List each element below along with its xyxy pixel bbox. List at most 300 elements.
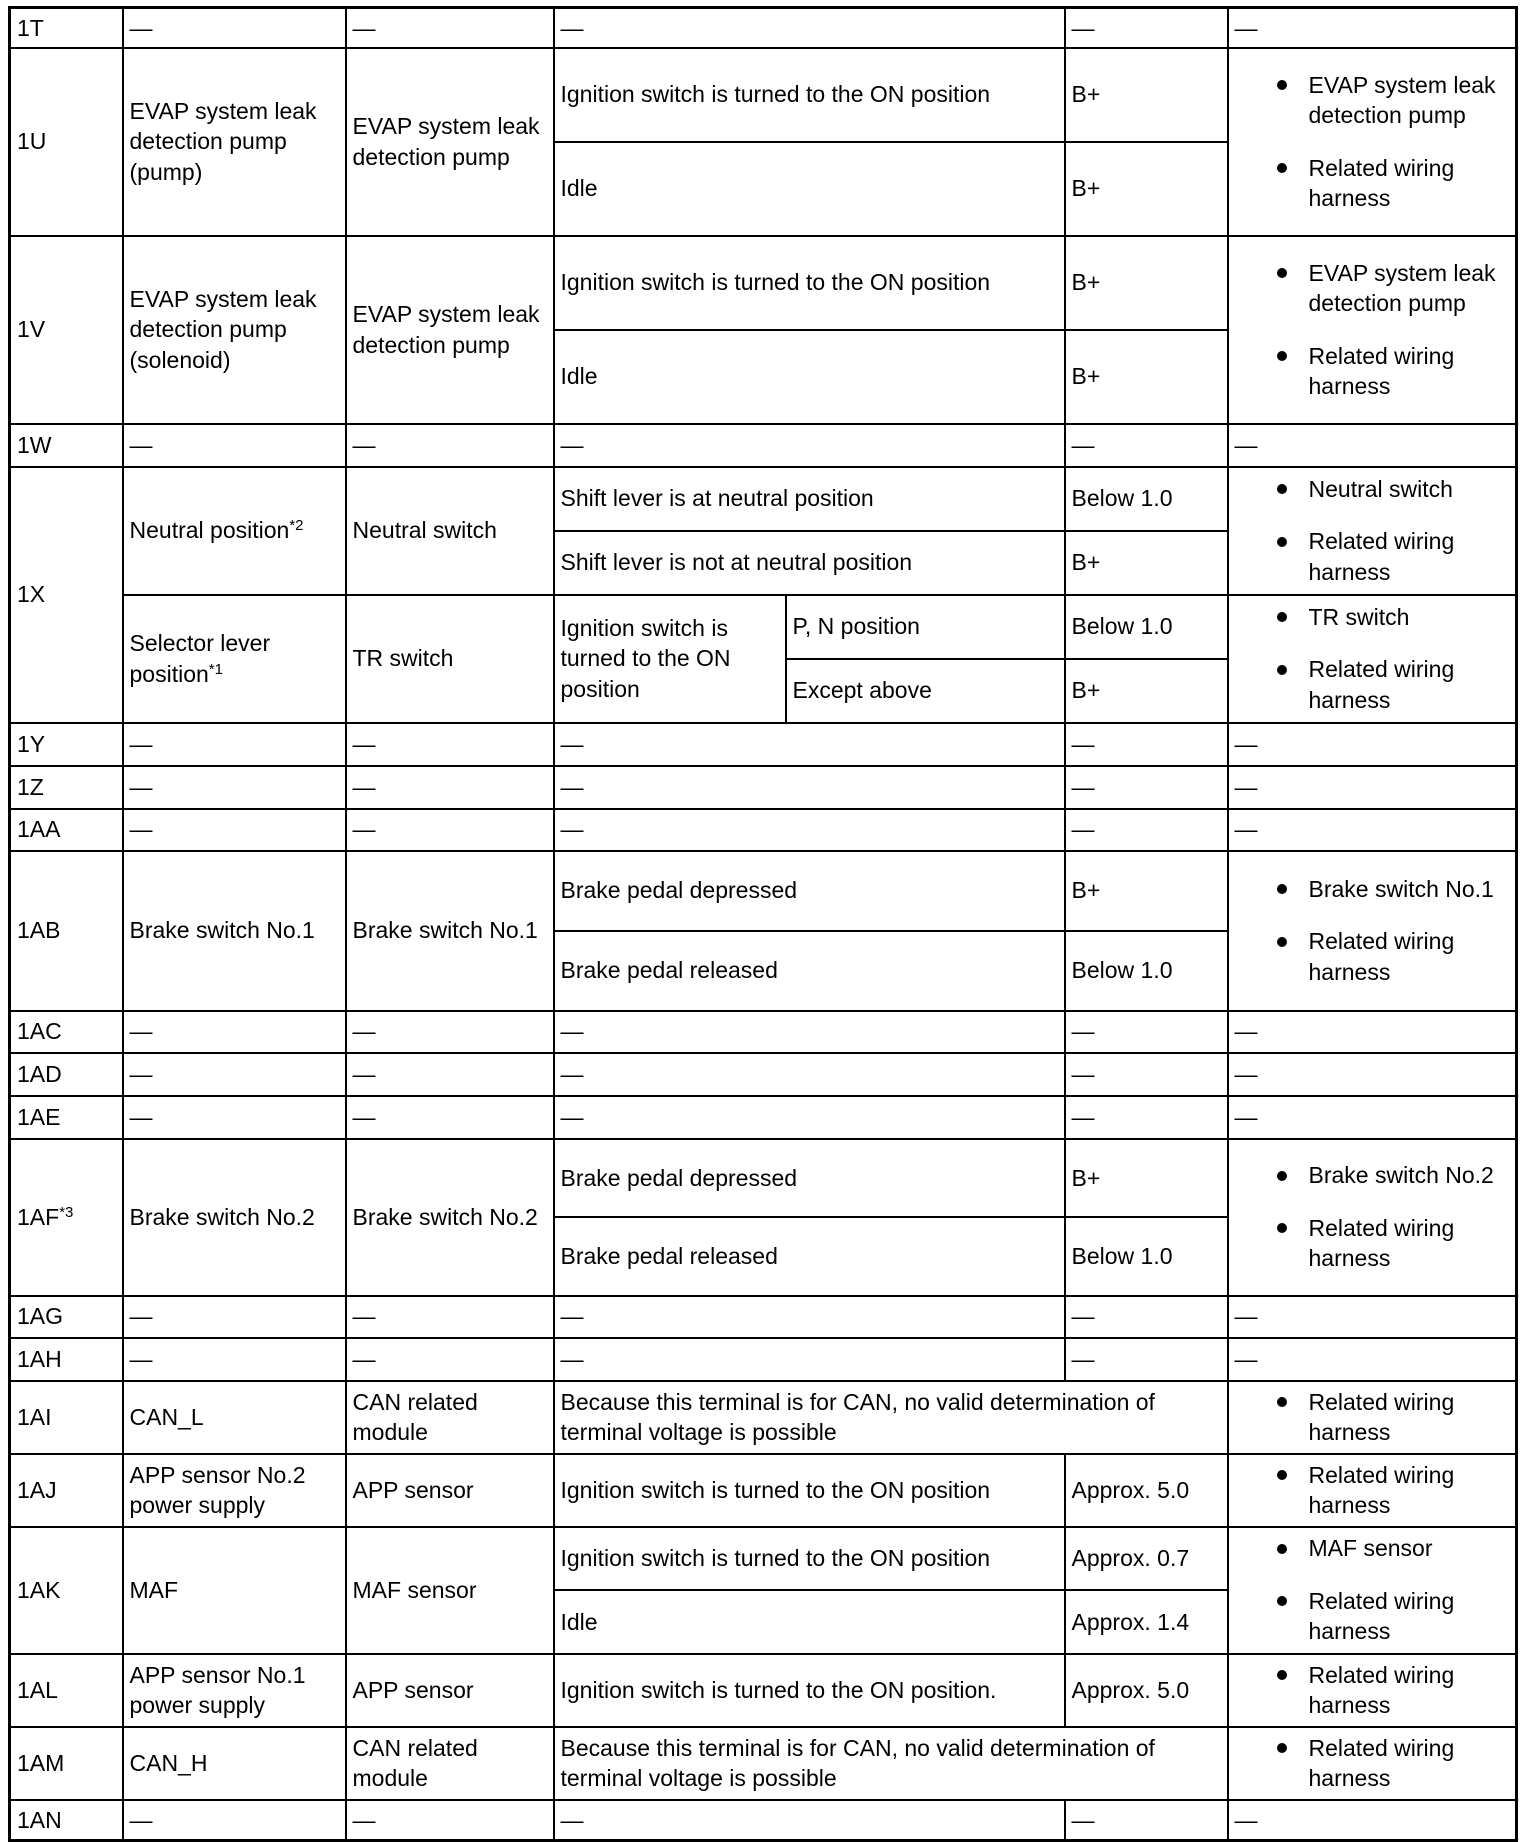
- connected-to-cell: [346, 809, 554, 851]
- inspection-cell: [1228, 766, 1517, 809]
- connected-to: Neutral switch: [352, 517, 497, 544]
- connected-to-cell: [346, 1727, 554, 1800]
- condition-text: —: [560, 14, 584, 41]
- voltage-cell: [1065, 48, 1228, 142]
- condition-cell: [554, 48, 1065, 142]
- inspection-cell: [1228, 1727, 1517, 1800]
- condition-text: Ignition switch is turned to the ON position: [560, 269, 991, 296]
- signal-name: APP sensor No.2 power supply: [129, 1461, 306, 1518]
- inspection-list: [1229, 66, 1516, 217]
- inspection-item: [1229, 1383, 1516, 1452]
- table-row: [10, 851, 1517, 931]
- inspection-cell: [1228, 1296, 1517, 1338]
- terminal-id: 1AE: [17, 1103, 61, 1130]
- bullet-icon: [1277, 1171, 1287, 1181]
- signal-name: Neutral position: [129, 517, 290, 544]
- table-row: [10, 595, 1517, 659]
- inspection-item-text: Related wiring harness: [1308, 928, 1455, 985]
- connected-to: —: [352, 1103, 376, 1130]
- terminal-id: 1X: [17, 581, 46, 608]
- inspection-cell: [1228, 1454, 1517, 1527]
- voltage-cell: [1065, 1800, 1228, 1841]
- condition-text: —: [560, 730, 584, 757]
- voltage-value: —: [1071, 1806, 1095, 1833]
- table-row: [10, 1527, 1517, 1591]
- voltage-value: B+: [1071, 363, 1101, 390]
- inspection-dash: —: [1234, 431, 1258, 458]
- terminal-id: 1AD: [17, 1060, 62, 1087]
- signal-name: Selector lever position: [129, 630, 271, 687]
- voltage-cell: [1065, 1527, 1228, 1591]
- voltage-cell: [1065, 467, 1228, 531]
- inspection-item: [1229, 337, 1516, 406]
- terminal-cell: [10, 1454, 123, 1527]
- signal-name: APP sensor No.1 power supply: [129, 1661, 306, 1718]
- inspection-item-text: Related wiring harness: [1308, 1661, 1455, 1718]
- signal-cell: [123, 1454, 346, 1527]
- signal-name: —: [129, 431, 153, 458]
- condition-cell: [554, 330, 1065, 424]
- table-row: [10, 8, 1517, 48]
- condition-text: —: [560, 816, 584, 843]
- signal-cell: [123, 1053, 346, 1096]
- inspection-item-text: Neutral switch: [1308, 475, 1453, 502]
- connected-to-cell: [346, 467, 554, 595]
- inspection-dash: —: [1234, 14, 1258, 41]
- connected-to: CAN related module: [352, 1388, 478, 1445]
- voltage-cell: [1065, 142, 1228, 236]
- terminal-id: 1Y: [17, 730, 46, 757]
- signal-cell: [123, 1527, 346, 1654]
- condition-cell: [554, 467, 1065, 531]
- measurement-note: Because this terminal is for CAN, no valid determination of terminal voltage is possible: [560, 1388, 1155, 1445]
- inspection-dash: —: [1234, 1303, 1258, 1330]
- inspection-item: [1229, 1529, 1516, 1567]
- signal-name: —: [129, 1018, 153, 1045]
- condition-cell: [554, 424, 1065, 467]
- inspection-item: [1229, 870, 1516, 908]
- voltage-value: B+: [1071, 269, 1101, 296]
- table-row: [10, 1338, 1517, 1381]
- connected-to: —: [352, 773, 376, 800]
- inspection-item: [1229, 922, 1516, 991]
- condition-text: —: [560, 1060, 584, 1087]
- voltage-cell: [1065, 1096, 1228, 1139]
- bullet-icon: [1277, 1670, 1287, 1680]
- voltage-value: —: [1071, 816, 1095, 843]
- connected-to-cell: [346, 1011, 554, 1053]
- voltage-value: —: [1071, 730, 1095, 757]
- voltage-cell: [1065, 1139, 1228, 1218]
- terminal-id: 1AK: [17, 1576, 61, 1603]
- inspection-item-text: Related wiring harness: [1308, 1388, 1455, 1445]
- inspection-item-text: Related wiring harness: [1308, 656, 1455, 713]
- condition-text: Ignition switch is turned to the ON position.: [560, 1676, 997, 1703]
- voltage-value: Approx. 5.0: [1071, 1676, 1190, 1703]
- table-body: [10, 8, 1517, 1841]
- table-row: [10, 1139, 1517, 1218]
- voltage-cell: [1065, 595, 1228, 659]
- bullet-icon: [1277, 937, 1287, 947]
- connected-to: APP sensor: [352, 1476, 474, 1503]
- condition-text: —: [560, 1806, 584, 1833]
- voltage-value: —: [1071, 773, 1095, 800]
- condition-text: Brake pedal depressed: [560, 1164, 798, 1191]
- inspection-item-text: Related wiring harness: [1308, 154, 1455, 211]
- inspection-dash: —: [1234, 1103, 1258, 1130]
- signal-cell: [123, 809, 346, 851]
- connected-to-cell: [346, 1296, 554, 1338]
- signal-name: CAN_L: [129, 1403, 204, 1430]
- terminal-id: 1AI: [17, 1403, 52, 1430]
- inspection-item: [1229, 1209, 1516, 1278]
- inspection-item: [1229, 650, 1516, 719]
- voltage-cell: [1065, 330, 1228, 424]
- voltage-value: —: [1071, 1103, 1095, 1130]
- terminal-id: 1AL: [17, 1676, 58, 1703]
- inspection-item: [1229, 598, 1516, 636]
- table-row: [10, 48, 1517, 142]
- condition-cell: [554, 809, 1065, 851]
- connected-to: MAF sensor: [352, 1576, 477, 1603]
- bullet-icon: [1277, 1223, 1287, 1233]
- terminal-id: 1AC: [17, 1018, 62, 1045]
- connected-to: EVAP system leak detection pump: [352, 113, 540, 170]
- table-row: [10, 1381, 1517, 1454]
- inspection-cell: [1228, 1096, 1517, 1139]
- inspection-cell: [1228, 809, 1517, 851]
- voltage-value: —: [1071, 1345, 1095, 1372]
- signal-cell: [123, 424, 346, 467]
- terminal-voltage-table-sheet: [8, 6, 1515, 1834]
- condition-text: Shift lever is not at neutral position: [560, 549, 913, 576]
- inspection-item-text: EVAP system leak detection pump: [1308, 71, 1496, 129]
- condition-cell: [786, 659, 1065, 723]
- condition-text: Idle: [560, 363, 598, 390]
- signal-name: EVAP system leak detection pump (pump): [129, 97, 317, 185]
- terminal-cell: [10, 809, 123, 851]
- condition-cell: [554, 1454, 1065, 1527]
- connected-to-cell: [346, 595, 554, 723]
- bullet-icon: [1277, 268, 1287, 278]
- bullet-icon: [1277, 163, 1287, 173]
- connected-to-cell: [346, 424, 554, 467]
- voltage-cell: [1065, 723, 1228, 766]
- table-row: [10, 1654, 1517, 1727]
- connected-to-cell: [346, 1381, 554, 1454]
- connected-to-cell: [346, 1454, 554, 1527]
- bullet-icon: [1277, 1743, 1287, 1753]
- voltage-value: Below 1.0: [1071, 1243, 1173, 1270]
- condition-cell: [554, 1053, 1065, 1096]
- table-row: [10, 1296, 1517, 1338]
- condition-cell: [554, 1590, 1065, 1654]
- signal-name: —: [129, 1345, 153, 1372]
- table-row: [10, 1454, 1517, 1527]
- connected-to-cell: [346, 236, 554, 424]
- condition-cell: [554, 1217, 1065, 1296]
- inspection-item-text: Related wiring harness: [1308, 1214, 1455, 1272]
- inspection-cell: [1228, 236, 1517, 424]
- signal-name: —: [129, 1060, 153, 1087]
- inspection-cell: [1228, 1139, 1517, 1296]
- connected-to-cell: [346, 1654, 554, 1727]
- voltage-value: Approx. 5.0: [1071, 1476, 1190, 1503]
- inspection-dash: —: [1234, 1018, 1258, 1045]
- terminal-id: 1AB: [17, 917, 61, 944]
- inspection-cell: [1228, 851, 1517, 1011]
- inspection-cell: [1228, 1011, 1517, 1053]
- inspection-dash: —: [1234, 816, 1258, 843]
- inspection-cell: [1228, 1654, 1517, 1727]
- condition-cell: [554, 931, 1065, 1011]
- bullet-icon: [1277, 884, 1287, 894]
- voltage-cell: [1065, 1338, 1228, 1381]
- terminal-cell: [10, 1296, 123, 1338]
- inspection-list: [1229, 1529, 1516, 1650]
- terminal-id: 1V: [17, 316, 46, 343]
- voltage-value: B+: [1071, 677, 1101, 704]
- voltage-cell: [1065, 1454, 1228, 1527]
- condition-cell: [786, 595, 1065, 659]
- table-row: [10, 1011, 1517, 1053]
- signal-cell: [123, 1096, 346, 1139]
- signal-cell: [123, 595, 346, 723]
- inspection-cell: [1228, 1053, 1517, 1096]
- condition-cell: [554, 1527, 1065, 1591]
- table-row: [10, 1096, 1517, 1139]
- terminal-cell: [10, 1727, 123, 1800]
- voltage-cell: [1065, 1590, 1228, 1654]
- voltage-value: Below 1.0: [1071, 485, 1173, 512]
- connected-to-cell: [346, 1800, 554, 1841]
- connected-to-cell: [346, 1053, 554, 1096]
- condition-text: Idle: [560, 1608, 598, 1635]
- signal-name: Brake switch No.2: [129, 1203, 315, 1230]
- inspection-list: [1229, 1656, 1516, 1725]
- voltage-cell: [1065, 659, 1228, 723]
- terminal-cell: [10, 1096, 123, 1139]
- inspection-item: [1229, 522, 1516, 591]
- inspection-item: [1229, 1582, 1516, 1651]
- inspection-item-text: Related wiring harness: [1308, 528, 1455, 585]
- terminal-id: 1AA: [17, 816, 61, 843]
- measurement-note-cell: [554, 1727, 1228, 1800]
- connected-to: Brake switch No.1: [352, 917, 538, 944]
- voltage-value: B+: [1071, 877, 1101, 904]
- voltage-value: B+: [1071, 549, 1101, 576]
- voltage-value: Approx. 0.7: [1071, 1545, 1190, 1572]
- signal-name-footnote: *1: [208, 660, 223, 678]
- measurement-note-cell: [554, 1381, 1228, 1454]
- voltage-value: B+: [1071, 1164, 1101, 1191]
- inspection-item-text: Related wiring harness: [1308, 1461, 1455, 1518]
- voltage-value: —: [1071, 1060, 1095, 1087]
- signal-name: —: [129, 773, 153, 800]
- inspection-item-text: TR switch: [1308, 603, 1410, 630]
- terminal-id: 1AG: [17, 1303, 64, 1330]
- terminal-id: 1T: [17, 14, 44, 41]
- table-row: [10, 467, 1517, 531]
- condition-cell: [554, 1011, 1065, 1053]
- connected-to-cell: [346, 8, 554, 48]
- inspection-item: [1229, 470, 1516, 508]
- inspection-cell: [1228, 467, 1517, 595]
- terminal-cell: [10, 48, 123, 236]
- signal-cell: [123, 1654, 346, 1727]
- inspection-dash: —: [1234, 1806, 1258, 1833]
- condition-cell: [554, 142, 1065, 236]
- table-row: [10, 1727, 1517, 1800]
- connected-to-cell: [346, 1338, 554, 1381]
- inspection-dash: —: [1234, 730, 1258, 757]
- connected-to: —: [352, 14, 376, 41]
- condition-text: Brake pedal released: [560, 1243, 778, 1270]
- condition-cell: [554, 236, 1065, 330]
- voltage-cell: [1065, 8, 1228, 48]
- bullet-icon: [1277, 537, 1287, 547]
- signal-name: EVAP system leak detection pump (solenoid): [129, 285, 317, 373]
- voltage-cell: [1065, 1654, 1228, 1727]
- terminal-id: 1AH: [17, 1345, 62, 1372]
- terminal-id: 1AM: [17, 1749, 65, 1776]
- inspection-cell: [1228, 595, 1517, 723]
- terminal-id: 1Z: [17, 773, 44, 800]
- inspection-cell: [1228, 1381, 1517, 1454]
- condition-cell: [554, 1338, 1065, 1381]
- connected-to: APP sensor: [352, 1676, 474, 1703]
- inspection-item-text: Brake switch No.1: [1308, 875, 1494, 902]
- bullet-icon: [1277, 665, 1287, 675]
- inspection-list: [1229, 1729, 1516, 1798]
- connected-to: TR switch: [352, 645, 454, 672]
- signal-cell: [123, 1296, 346, 1338]
- terminal-cell: [10, 1654, 123, 1727]
- condition-text: Ignition switch is turned to the ON position: [560, 81, 991, 108]
- inspection-item-text: EVAP system leak detection pump: [1308, 259, 1496, 317]
- signal-name: CAN_H: [129, 1749, 208, 1776]
- condition-cell: [554, 531, 1065, 595]
- condition-text: Shift lever is at neutral position: [560, 485, 874, 512]
- terminal-cell: [10, 236, 123, 424]
- voltage-value: B+: [1071, 81, 1101, 108]
- voltage-value: —: [1071, 1018, 1095, 1045]
- inspection-cell: [1228, 1800, 1517, 1841]
- signal-cell: [123, 48, 346, 236]
- voltage-cell: [1065, 424, 1228, 467]
- voltage-cell: [1065, 766, 1228, 809]
- condition-cell: [554, 766, 1065, 809]
- connected-to-cell: [346, 48, 554, 236]
- inspection-list: [1229, 1156, 1516, 1277]
- condition-text: Ignition switch is turned to the ON position: [560, 1545, 991, 1572]
- terminal-cell: [10, 1338, 123, 1381]
- terminal-cell: [10, 8, 123, 48]
- signal-cell: [123, 8, 346, 48]
- inspection-cell: [1228, 1527, 1517, 1654]
- inspection-item-text: Related wiring harness: [1308, 1734, 1455, 1791]
- terminal-id: 1W: [17, 431, 52, 458]
- terminal-cell: [10, 1800, 123, 1841]
- terminal-cell: [10, 1381, 123, 1454]
- condition-text: —: [560, 1303, 584, 1330]
- voltage-value: Below 1.0: [1071, 957, 1173, 984]
- terminal-voltage-table: [8, 6, 1518, 1842]
- inspection-list: [1229, 1456, 1516, 1525]
- connected-to: EVAP system leak detection pump: [352, 301, 540, 358]
- inspection-list: [1229, 1383, 1516, 1452]
- bullet-icon: [1277, 612, 1287, 622]
- signal-cell: [123, 1800, 346, 1841]
- inspection-list: [1229, 598, 1516, 719]
- signal-cell: [123, 851, 346, 1011]
- condition-cell: [554, 1800, 1065, 1841]
- terminal-cell: [10, 424, 123, 467]
- signal-name: —: [129, 1103, 153, 1130]
- measurement-note: Because this terminal is for CAN, no valid determination of terminal voltage is possible: [560, 1734, 1155, 1791]
- terminal-id: 1AN: [17, 1806, 62, 1833]
- voltage-cell: [1065, 931, 1228, 1011]
- table-row: [10, 236, 1517, 330]
- signal-cell: [123, 723, 346, 766]
- table-row: [10, 424, 1517, 467]
- terminal-cell: [10, 851, 123, 1011]
- signal-name: —: [129, 816, 153, 843]
- terminal-cell: [10, 1139, 123, 1296]
- inspection-list: [1229, 254, 1516, 405]
- condition-text: Except above: [792, 677, 932, 704]
- condition-text: —: [560, 431, 584, 458]
- signal-name-footnote: *2: [289, 517, 304, 535]
- voltage-cell: [1065, 1296, 1228, 1338]
- inspection-list: [1229, 870, 1516, 991]
- signal-cell: [123, 467, 346, 595]
- terminal-cell: [10, 766, 123, 809]
- terminal-cell: [10, 723, 123, 766]
- voltage-cell: [1065, 851, 1228, 931]
- condition-text: —: [560, 1018, 584, 1045]
- connected-to: —: [352, 816, 376, 843]
- voltage-cell: [1065, 1011, 1228, 1053]
- connected-to-cell: [346, 1096, 554, 1139]
- condition-text: Idle: [560, 175, 598, 202]
- connected-to: —: [352, 1806, 376, 1833]
- connected-to-cell: [346, 851, 554, 1011]
- connected-to-cell: [346, 1139, 554, 1296]
- voltage-value: B+: [1071, 175, 1101, 202]
- table-row: [10, 1800, 1517, 1841]
- inspection-item: [1229, 254, 1516, 323]
- connected-to-cell: [346, 1527, 554, 1654]
- table-row: [10, 1053, 1517, 1096]
- condition-cell: [554, 1296, 1065, 1338]
- signal-name: MAF: [129, 1576, 179, 1603]
- condition-text: Ignition switch is turned to the ON position: [560, 1476, 991, 1503]
- connected-to: —: [352, 730, 376, 757]
- table-row: [10, 809, 1517, 851]
- table-row: [10, 766, 1517, 809]
- connected-to: —: [352, 1303, 376, 1330]
- condition-text: —: [560, 1103, 584, 1130]
- signal-name: —: [129, 1806, 153, 1833]
- signal-cell: [123, 1381, 346, 1454]
- signal-cell: [123, 1727, 346, 1800]
- voltage-cell: [1065, 1217, 1228, 1296]
- terminal-id: 1AJ: [17, 1476, 57, 1503]
- condition-group: Ignition switch is turned to the ON position: [560, 614, 731, 702]
- signal-cell: [123, 766, 346, 809]
- voltage-cell: [1065, 531, 1228, 595]
